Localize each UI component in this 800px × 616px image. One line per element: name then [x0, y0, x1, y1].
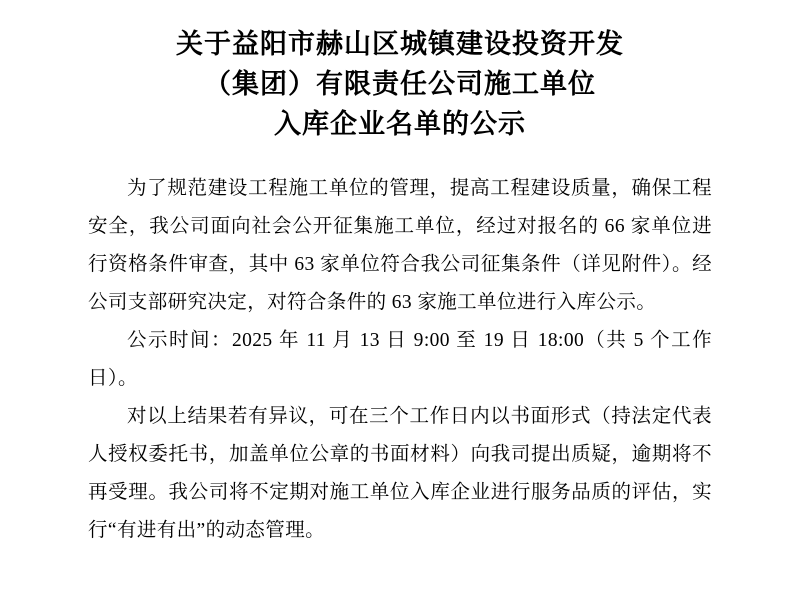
- document-title-line-2: （集团）有限责任公司施工单位: [204, 69, 596, 99]
- document-title-line-3: 入库企业名单的公示: [274, 109, 526, 139]
- document-title: [88, 18, 712, 144]
- paragraph-3: 对以上结果若有异议，可在三个工作日内以书面形式（持法定代表人授权委托书，加盖单位公章的书面材料）向我司提出质疑，逾期将不再受理。我公司将不定期对施工单位入库企业进行服务品质的评估，实行“有进有出”的动态管理。: [88, 406, 712, 541]
- paragraph-1: 为了规范建设工程施工单位的管理，提高工程建设质量，确保工程安全，我公司面向社会公开征集施工单位，经过对报名的 66 家单位进行资格条件审查，其中 63 家单位符合我公司征集条件（详见附件）。经公司支部研究决定，对符合条件的 63 家施工单位进行入库公示。: [88, 178, 712, 313]
- document-title-line-1: 关于益阳市赫山区城镇建设投资开发: [176, 29, 624, 59]
- paragraph-2: 公示时间：2025 年 11 月 13 日 9:00 至 19 日 18:00（共 5 个工作日）。: [88, 330, 712, 389]
- document-body: [88, 170, 712, 550]
